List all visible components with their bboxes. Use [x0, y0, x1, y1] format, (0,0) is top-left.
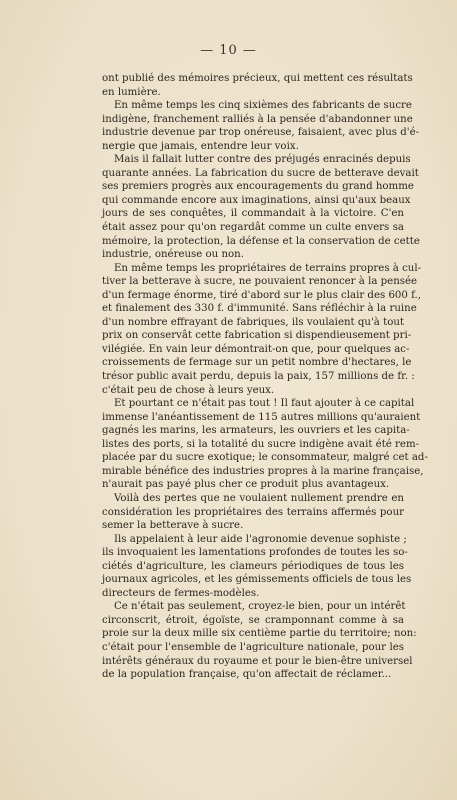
text-line: placée par du sucre exotique; le consommateur, malgré cet ad- [102, 452, 428, 464]
text-line: mirable bénéfice des industries propres à la marine française, [102, 465, 424, 477]
text-line: c'était peu de chose à leurs yeux. [102, 384, 275, 396]
text-line: c'était pour l'ensemble de l'agriculture nationale, pour les [102, 641, 404, 653]
text-line: prix on conservât cette fabrication si dispendieusement pri- [102, 330, 412, 342]
text-line: semer la betterave à sucre. [102, 520, 244, 532]
text-line: ses premiers progrès aux encouragements du grand homme [102, 181, 414, 193]
text-line: Ils appelaient à leur aide l'agronomie devenue sophiste ; [114, 533, 407, 545]
text-line: directeurs de fermes-modèles. [102, 587, 260, 599]
text-line: et finalement des 330 f. d'immunité. Sans réfléchir à la ruine [102, 303, 417, 315]
page-number: — 10 — [200, 43, 257, 58]
text-line: journaux agricoles, et les gémissements officiels de tous les [102, 574, 412, 586]
text-line: industrie devenue par trop onéreuse, faisaient, avec plus d'é- [102, 127, 420, 139]
text-line: En même temps les propriétaires de terrains propres à cul- [114, 262, 422, 274]
text-line: nergie que jamais, entendre leur voix. [102, 140, 299, 152]
text-line: intérêts généraux du royaume et pour le bien-être universel [102, 655, 413, 667]
text-line: ils invoquaient les lamentations profondes de toutes les so- [102, 547, 408, 559]
text-line: Voilà des pertes que ne voulaient nullement prendre en [114, 492, 404, 504]
text-line: n'aurait pas payé plus cher ce produit plus avantageux. [102, 479, 390, 491]
text-line: était assez pour qu'on regardât comme un culte envers sa [102, 222, 404, 234]
body-text [102, 72, 428, 682]
text-line: immense l'anéantissement de 115 autres millions qu'auraient [102, 411, 421, 423]
text-line: tiver la betterave à sucre, ne pouvaient renoncer à la pensée [102, 276, 418, 288]
text-line: industrie, onéreuse ou non. [102, 249, 244, 261]
text-line: qui commande encore aux imaginations, ainsi qu'aux beaux [102, 194, 411, 206]
text-line: listes des ports, si la totalité du sucre indigène avait été rem- [102, 438, 420, 450]
text-line: de la population française, qu'on affectait de réclamer... [102, 669, 392, 681]
text-line: jours de ses conquêtes, il commandait à la victoire. C'en [102, 208, 404, 220]
text-line: ciétés d'agriculture, les clameurs périodiques de tous les [102, 560, 404, 572]
text-line: Et pourtant ce n'était pas tout ! Il faut ajouter à ce capital [114, 398, 415, 410]
text-line: Ce n'était pas seulement, croyez-le bien, pour un intérêt [114, 601, 406, 613]
text-line: quarante années. La fabrication du sucre de betterave devait [102, 167, 419, 179]
text-line: vilégiée. En vain leur démontrait-on que, pour quelques ac- [102, 343, 410, 355]
text-line: Mais il fallait lutter contre des préjugés enracinés depuis [114, 154, 411, 166]
text-line: considération les propriétaires des terrains affermés pour [102, 506, 404, 518]
text-line: ont publié des mémoires précieux, qui mettent ces résultats [102, 73, 413, 84]
text-line: En même temps les cinq sixièmes des fabricants de sucre [114, 100, 412, 112]
text-line: proie sur la deux mille six centième partie du territoire; non: [102, 628, 417, 640]
text-line: circonscrit, étroit, égoïste, se cramponnant comme à sa [102, 614, 404, 626]
text-line: indigène, franchement ralliés à la pensée d'abandonner une [102, 113, 413, 125]
text-line: d'un fermage énorme, tiré d'abord sur le plus clair des 600 f., [102, 289, 422, 301]
text-line: d'un nombre effrayant de fabriques, ils voulaient qu'à tout [102, 316, 404, 328]
text-line: trésor public avait perdu, depuis la paix, 157 millions de fr. : [102, 371, 415, 383]
text-line: croissements de fermage sur un petit nombre d'hectares, le [102, 357, 412, 369]
text-line: mémoire, la protection, la défense et la conservation de cette [102, 235, 420, 247]
text-line: en lumière. [102, 86, 161, 98]
text-line: gagnés les marins, les armateurs, les ouvriers et les capita- [102, 425, 410, 437]
